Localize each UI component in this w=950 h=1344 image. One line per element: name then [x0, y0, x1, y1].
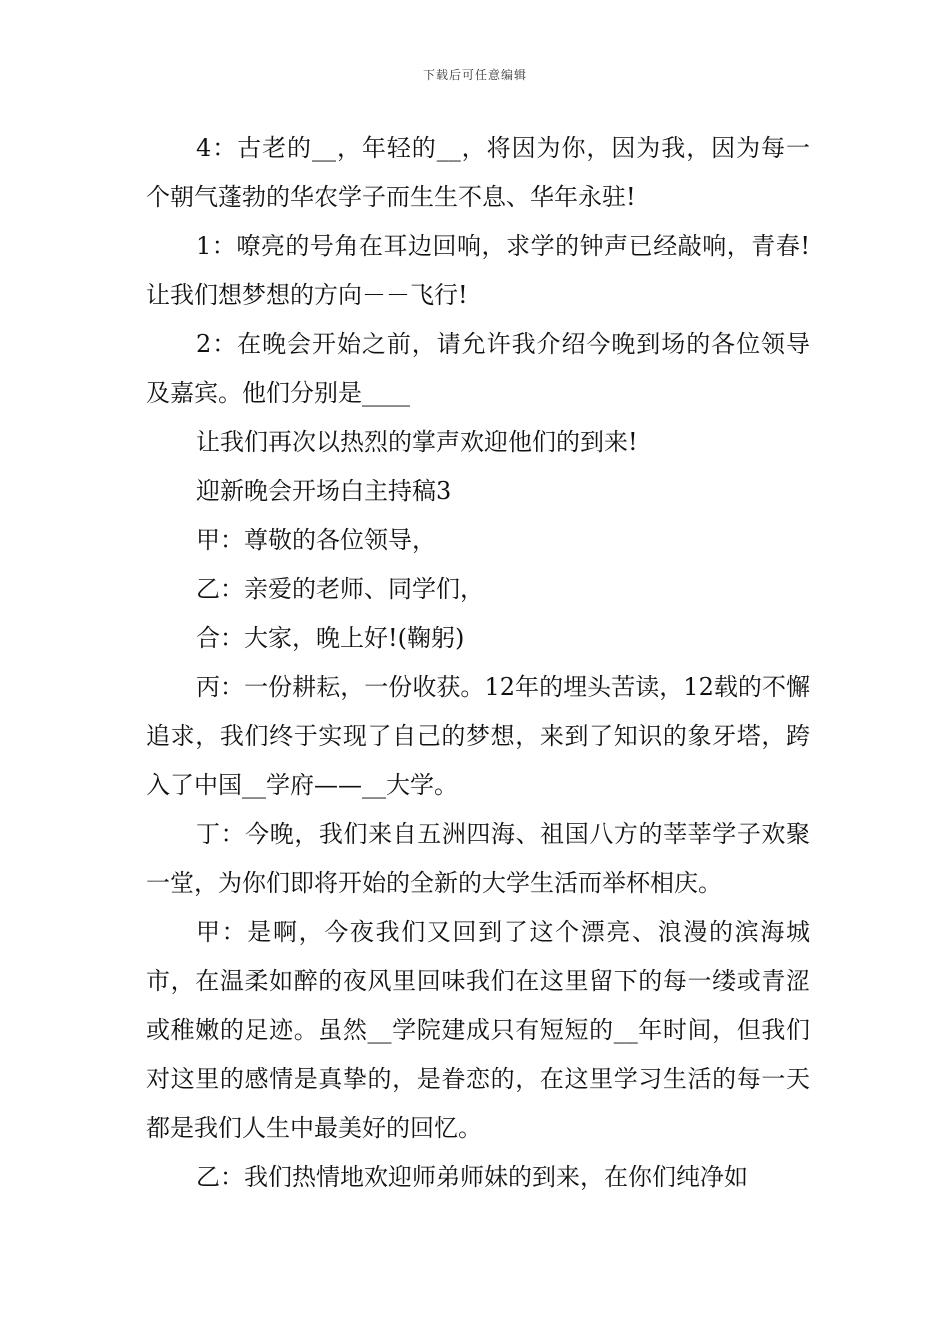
page-header: 下载后可任意编辑	[422, 68, 527, 82]
paragraph-11: 甲：是啊，今夜我们又回到了这个漂亮、浪漫的滨海城市，在温柔如醉的夜风里回味我们在这里留下的每一缕或青涩或稚嫩的足迹。虽然__学院建成只有短短的__年时间，但我们对这里的感情是真挚的，是眷恋的，在这里学习生活的每一天都是我们人生中最美好的回忆。	[146, 918, 810, 1142]
paragraph-4: 让我们再次以热烈的掌声欢迎他们的到来!	[196, 428, 638, 456]
paragraph-3: 2：在晚会开始之前，请允许我介绍今晚到场的各位领导及嘉宾。他们分别是____	[146, 330, 810, 407]
paragraph-10: 丁：今晚，我们来自五洲四海、祖国八方的莘莘学子欢聚一堂，为你们即将开始的全新的大学生活而举杯相庆。	[146, 820, 810, 897]
paragraph-6: 甲：尊敬的各位领导，	[196, 526, 436, 554]
document-body	[146, 124, 810, 1202]
paragraph-12: 乙：我们热情地欢迎师弟师妹的到来，在你们纯净如	[196, 1163, 748, 1191]
paragraph-2: 1：嘹亮的号角在耳边回响，求学的钟声已经敲响，青春!让我们想梦想的方向－－飞行!	[146, 232, 810, 309]
paragraph-7: 乙：亲爱的老师、同学们，	[196, 575, 484, 603]
paragraph-8: 合：大家，晚上好!(鞠躬)	[196, 624, 465, 652]
section-heading: 迎新晚会开场白主持稿3	[196, 477, 452, 505]
paragraph-9: 丙：一份耕耘，一份收获。12年的埋头苦读，12载的不懈追求，我们终于实现了自己的梦想，来到了知识的象牙塔，跨入了中国__学府——__大学。	[146, 673, 810, 799]
paragraph-1: 4：古老的__，年轻的__，将因为你，因为我，因为每一个朝气蓬勃的华农学子而生生不息、华年永驻!	[146, 134, 810, 211]
